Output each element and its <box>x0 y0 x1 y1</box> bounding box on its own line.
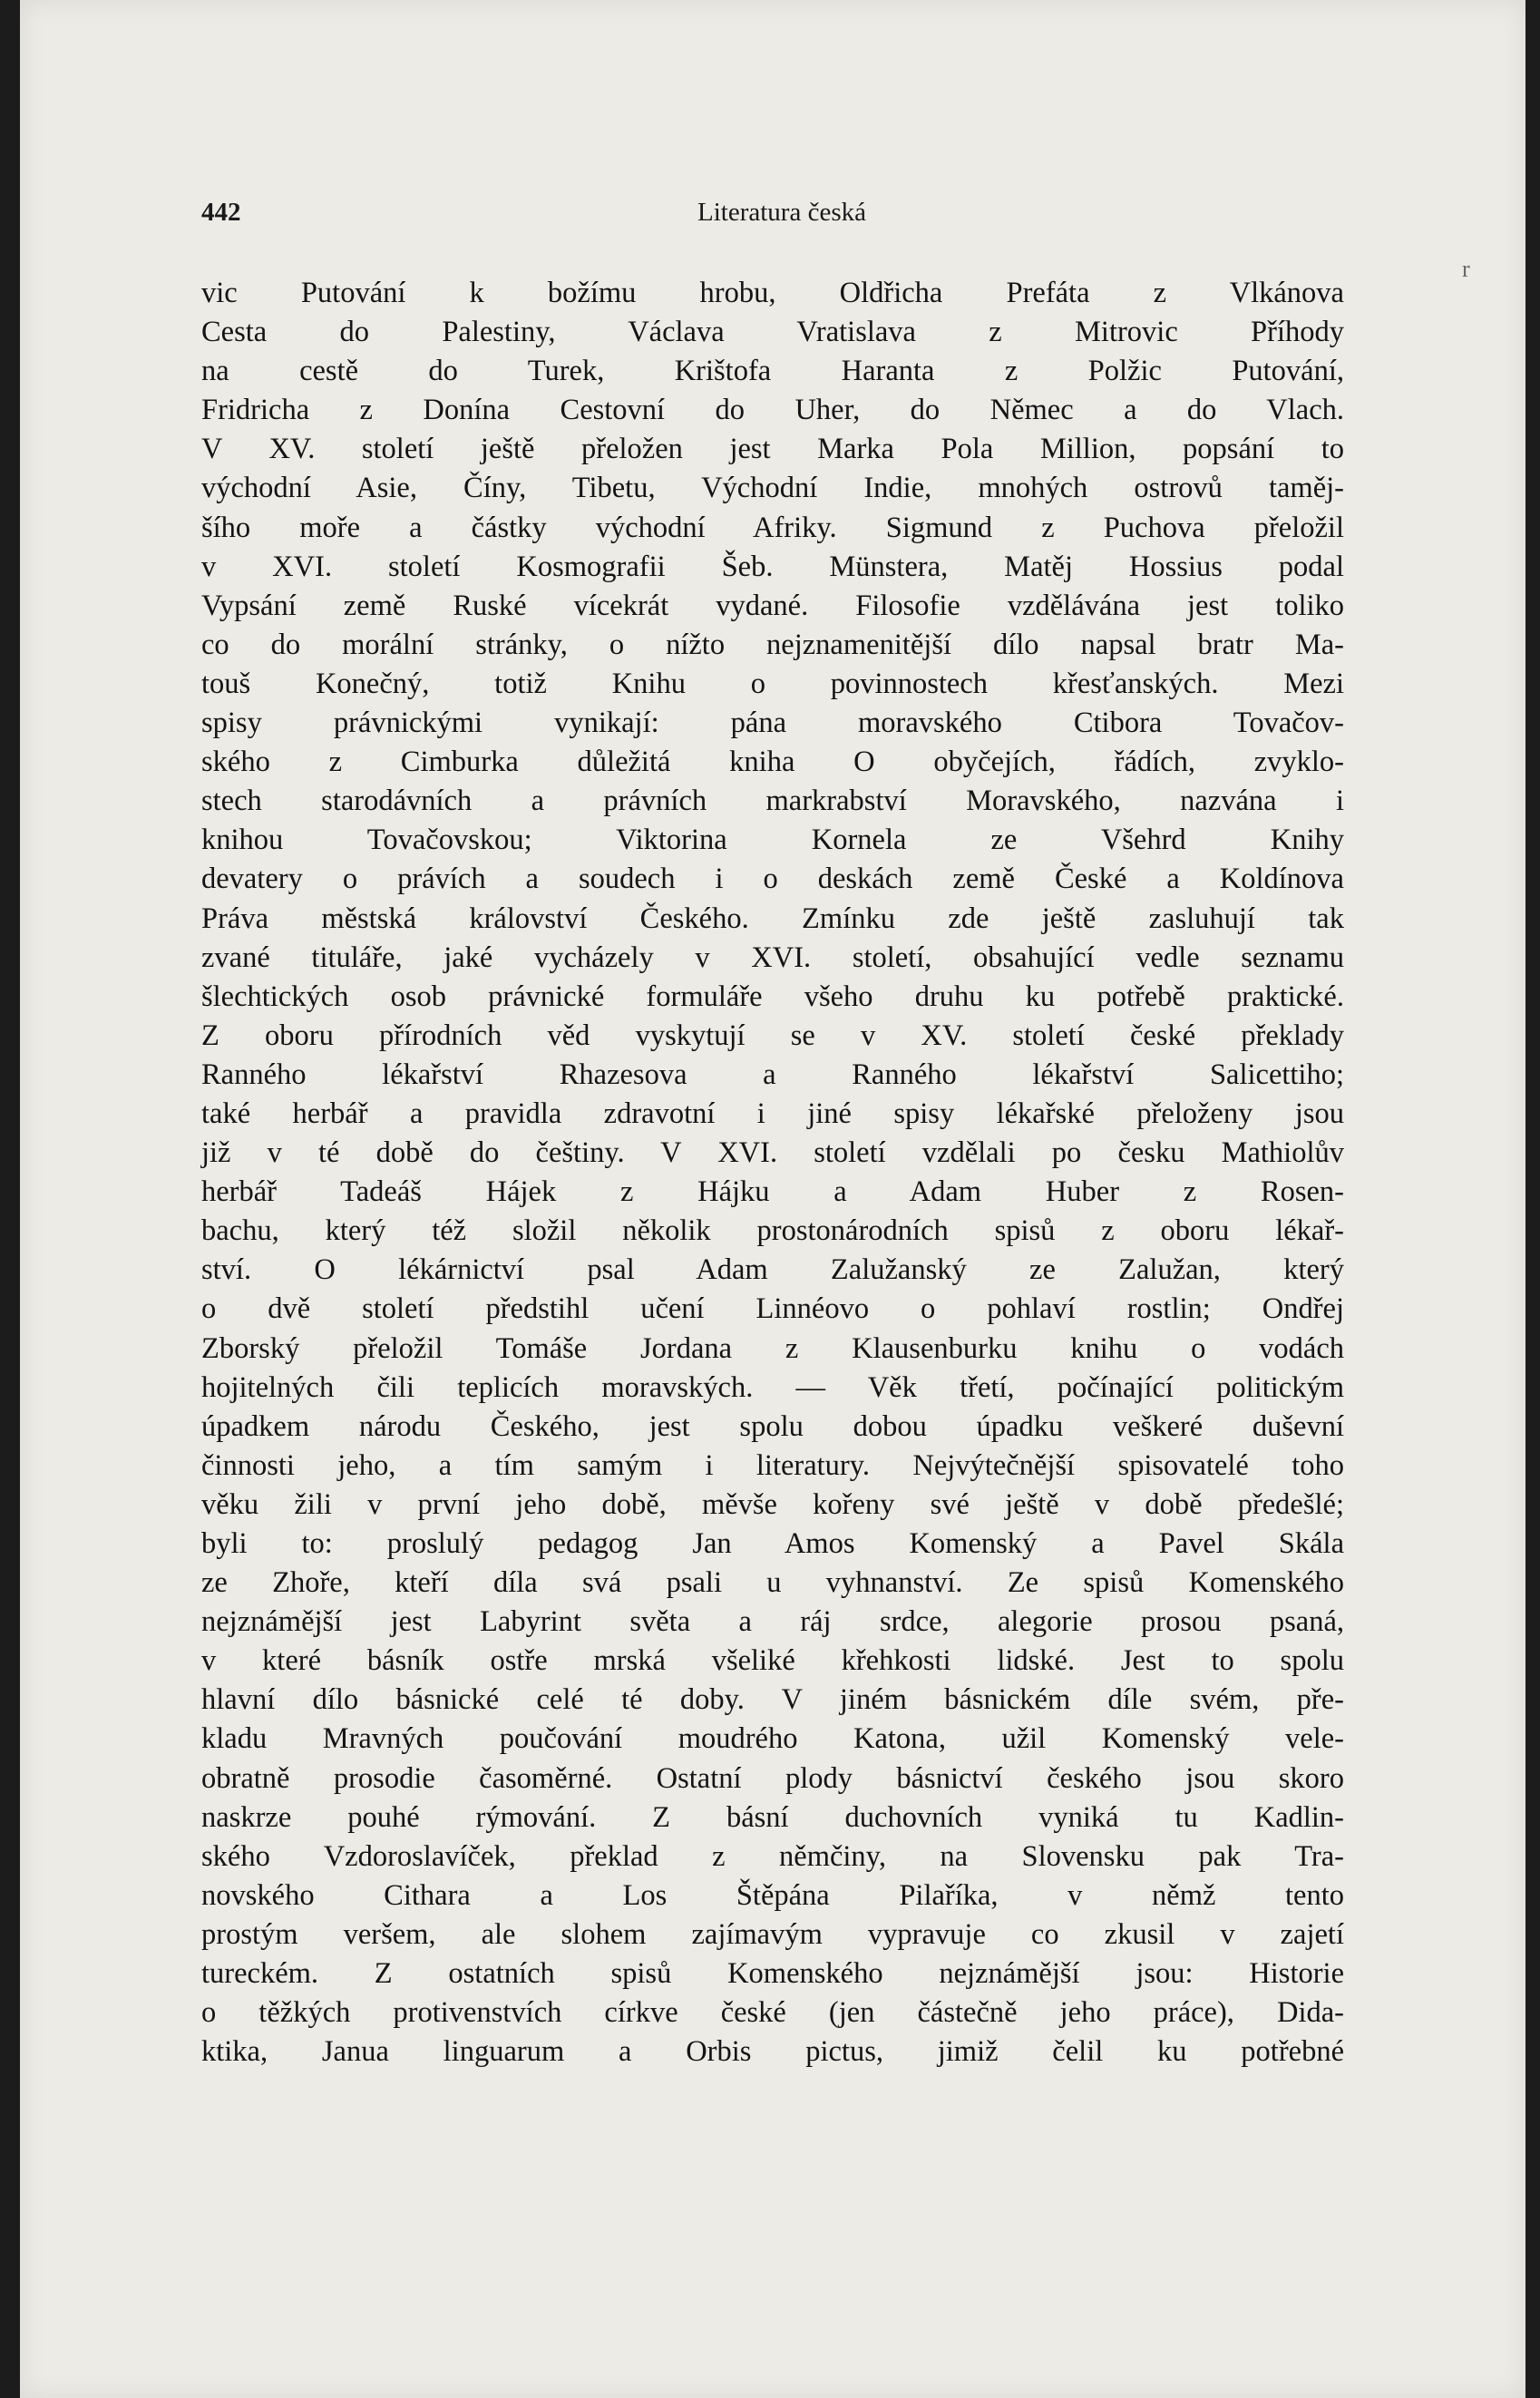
text-line: stech starodávních a právních markrabství Moravského, nazvána i <box>201 785 1344 818</box>
text-line: zvané tituláře, jaké vycházely v XVI. století, obsahující vedle seznamu <box>201 941 1344 974</box>
text-line: šlechtických osob právnické formuláře všeho druhu ku potřebě praktické. <box>201 980 1344 1013</box>
text-line: východní Asie, Číny, Tibetu, Východní Indie, mnohých ostrovů taměj- <box>201 472 1344 505</box>
text-line: novského Cithara a Los Štěpána Pilaříka, v němž tento <box>201 1878 1344 1912</box>
text-line: naskrze pouhé rýmování. Z básní duchovních vyniká tu Kadlin- <box>201 1800 1344 1834</box>
text-line: bachu, který též složil několik prostonárodních spisů z oboru lékař- <box>201 1214 1344 1248</box>
text-line: byli to: proslulý pedagog Jan Amos Komenský a Pavel Skála <box>201 1527 1344 1560</box>
running-head <box>201 198 1362 234</box>
text-line: knihou Tovačovskou; Viktorina Kornela ze Všehrd Knihy <box>201 824 1344 857</box>
page-number: 442 <box>201 198 241 227</box>
text-line: ského z Cimburka důležitá kniha O obyčejích, řádích, zvyklo- <box>201 746 1344 779</box>
text-line: v které básník ostře mrská všeliké křehkosti lidské. Jest to spolu <box>201 1644 1344 1678</box>
text-line: Z oboru přírodních věd vyskytují se v XV. století české překlady <box>201 1019 1344 1052</box>
text-line: o dvě století předstihl učení Linnéovo o pohlaví rostlin; Ondřej <box>201 1292 1344 1326</box>
body-text <box>201 274 1344 2071</box>
text-line: Zborský přeložil Tomáše Jordana z Klausenburku knihu o vodách <box>201 1331 1344 1365</box>
text-line: také herbář a pravidla zdravotní i jiné spisy lékařské přeloženy jsou <box>201 1097 1344 1130</box>
text-line: ství. O lékárnictví psal Adam Zalužanský ze Zalužan, který <box>201 1253 1344 1287</box>
text-line: již v té době do češtiny. V XVI. století vzdělali po česku Mathiolův <box>201 1136 1344 1170</box>
text-line: V XV. století ještě přeložen jest Marka Pola Million, popsání to <box>201 433 1344 466</box>
text-line: o těžkých protivenstvích církve české (jen částečně jeho práce), Dida- <box>201 1996 1344 2030</box>
text-line: Vypsání země Ruské vícekrát vydané. Filosofie vzdělávána jest toliko <box>201 589 1344 622</box>
text-line: Fridricha z Donína Cestovní do Uher, do Němec a do Vlach. <box>201 394 1344 427</box>
text-line: Práva městská království Českého. Zmínku zde ještě zasluhují tak <box>201 902 1344 935</box>
text-line: tureckém. Z ostatních spisů Komenského nejznámější jsou: Historie <box>201 1957 1344 1991</box>
text-line: ského Vzdoroslavíček, překlad z němčiny, na Slovensku pak Tra- <box>201 1839 1344 1873</box>
margin-mark: r <box>1462 256 1470 282</box>
text-line: hojitelných čili teplicích moravských. — Věk třetí, počínající politickým <box>201 1370 1344 1404</box>
text-line: kladu Mravných poučování moudrého Katona, užil Komenský vele- <box>201 1722 1344 1756</box>
text-line: činnosti jeho, a tím samým i literatury. Nejvýtečnější spisovatelé toho <box>201 1448 1344 1482</box>
text-line: Ranného lékařství Rhazesova a Ranného lékařství Salicettiho; <box>201 1058 1344 1091</box>
document-page <box>20 0 1525 2398</box>
text-line: ktika, Janua linguarum a Orbis pictus, jimiž čelil ku potřebné <box>201 2035 1344 2069</box>
text-line: herbář Tadeáš Hájek z Hájku a Adam Huber z Rosen- <box>201 1175 1344 1209</box>
text-line: spisy právnickými vynikají: pána moravského Ctibora Tovačov- <box>201 707 1344 740</box>
text-line: hlavní dílo básnické celé té doby. V jiném básnickém díle svém, pře- <box>201 1683 1344 1717</box>
text-line: v XVI. století Kosmografii Šeb. Münstera, Matěj Hossius podal <box>201 550 1344 583</box>
text-line: ze Zhoře, kteří díla svá psali u vyhnanství. Ze spisů Komenského <box>201 1566 1344 1600</box>
text-line: prostým veršem, ale slohem zajímavým vypravuje co zkusil v zajetí <box>201 1917 1344 1951</box>
page-title: Literatura česká <box>697 198 866 227</box>
text-line: obratně prosodie časoměrné. Ostatní plody básnictví českého jsou skoro <box>201 1761 1344 1795</box>
text-line: Cesta do Palestiny, Václava Vratislava z Mitrovic Příhody <box>201 316 1344 349</box>
text-line: na cestě do Turek, Krištofa Haranta z Polžic Putování, <box>201 355 1344 388</box>
text-line: co do morální stránky, o nížto nejznamenitější dílo napsal bratr Ma- <box>201 628 1344 661</box>
text-line: věku žili v první jeho době, měvše kořeny své ještě v době předešlé; <box>201 1487 1344 1521</box>
text-line: touš Konečný, totiž Knihu o povinnostech křesťanských. Mezi <box>201 667 1344 700</box>
text-line: devatery o právích a soudech i o deskách země České a Koldínova <box>201 863 1344 896</box>
text-line: vic Putování k božímu hrobu, Oldřicha Prefáta z Vlkánova <box>201 277 1344 309</box>
text-line: úpadkem národu Českého, jest spolu dobou úpadku veškeré duševní <box>201 1409 1344 1443</box>
text-line: nejznámější jest Labyrint světa a ráj srdce, alegorie prosou psaná, <box>201 1605 1344 1639</box>
text-line: šího moře a částky východní Afriky. Sigmund z Puchova přeložil <box>201 511 1344 544</box>
